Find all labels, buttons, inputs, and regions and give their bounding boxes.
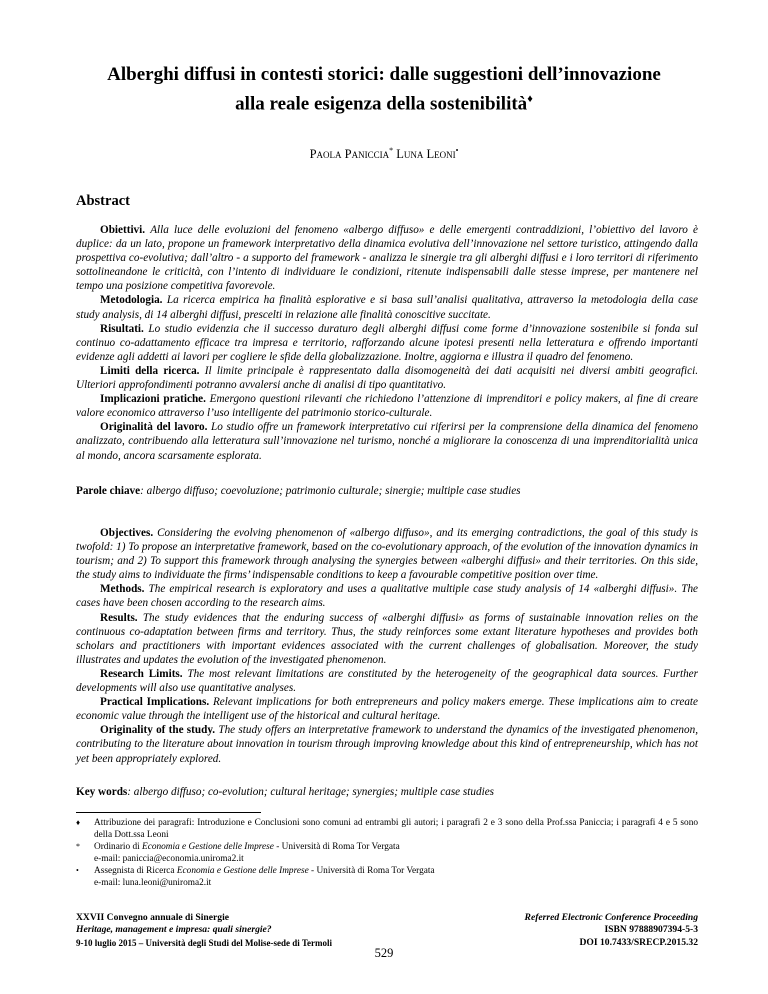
it-metodologia: Metodologia. La ricerca empirica ha finalità esplorative e si basa sull’analisi qualitativa, attraverso la metodologia della case study analysis, di 14 alberghi diffusi, prescelti in relazione alle finalità conoscitive succitate. bbox=[76, 294, 698, 321]
title-line-1: Alberghi diffusi in contesti storici: dalle suggestioni dell’innovazione bbox=[107, 64, 661, 85]
footnote-author-2: • Assegnista di Ricerca Economia e Gestione delle Imprese - Università di Roma Tor Vergata e-mail: luna.leoni@uniroma2.it bbox=[76, 866, 435, 888]
it-limiti: Limiti della ricerca. Il limite principale è rappresentato dalla disomogeneità dei dati acquisiti nei diversi ambiti geografici. Ulteriori approfondimenti potranno avvalersi anche di analisi di tipo quantitativo. bbox=[76, 364, 698, 392]
title-footnote-mark: ♦ bbox=[527, 93, 533, 105]
en-originality: Originality of the study. The study offers an interpretative framework to understand the dynamics of the investigated phenomenon, contributing to the literature about innovation in tourism through improving knowledge about this kind of entrepreneurship, which has not yet been appropriately explored. bbox=[76, 724, 698, 765]
proceeding-type: Referred Electronic Conference Proceeding bbox=[524, 912, 698, 923]
en-limits: Research Limits. The most relevant limitations are constituted by the heterogeneity of the geographical data sources. Further developments will also use quantitative analyses. bbox=[76, 667, 698, 695]
paper-title bbox=[60, 63, 708, 116]
en-results: Results. The study evidences that the enduring success of «alberghi diffusi» as forms of sustainable innovation relies on the continuous co-adaptation between firms and territory. Thus, the study reinforces some extant literature hypotheses and provides both scholars and practitioners with important evidences associated with the current challenges of globalisation. Moreover, the study illustrates and updates the evolution of the investigated phenomenon. bbox=[76, 611, 698, 666]
it-obiettivi: Obiettivi. Alla luce delle evoluzioni del fenomeno «albergo diffuso» e delle emergenti contraddizioni, l’obiettivo del lavoro è duplice: da un lato, propone un framework interpretativo della dinamica evolutiva dell’innovazione nel settore turistico, attingendo dalla prospettiva co-evolutiva; dall’altro - a supporto del framework - analizza le sinergie tra gli alberghi diffusi e i loro territori di riferimento sottolineandone le criticità, con l’intento di individuare le condizioni, ritenute indispensabili dalle stesse imprese, per mantenere nel tempo una posizione competitiva favorevole. bbox=[76, 224, 698, 293]
en-objectives: Objectives. Considering the evolving phenomenon of «albergo diffuso», and its emerging contradictions, the goal of this study is twofold: 1) To propose an interpretative framework, based on the co-evolutionary approach, of the evolution of the innovation dynamics in tourism; and 2) To support this framework through analysing the synergies between «alberghi diffusi» and their territories. On this side, the study aims to individuate the firms’ indispensable conditions to keep a favourable competitive position over time. bbox=[76, 527, 699, 582]
conference-name: XXVII Convegno annuale di Sinergie bbox=[76, 912, 229, 923]
authors-line bbox=[0, 146, 768, 162]
author-2: Luna Leoni bbox=[396, 147, 456, 162]
author-1-mark: * bbox=[389, 146, 394, 155]
doi: DOI 10.7433/SRECP.2015.32 bbox=[579, 936, 698, 948]
footer-left bbox=[76, 912, 332, 949]
conference-date-place: 9-10 luglio 2015 – Università degli Studi del Molise-sede di Termoli bbox=[76, 937, 333, 948]
it-risultati: Risultati. Lo studio evidenzia che il successo duraturo degli alberghi diffusi come forme d’innovazione sostenibile si fonda sul continuo co-adattamento efficace tra impresa e territorio, rafforzando alcune ipotesi presenti nella letteratura e offrendo importanti evidenze agli addetti ai lavori per cogliere le sfide della globalizzazione. Inoltre, aggiorna e illustra il quadro del fenomeno. bbox=[76, 322, 699, 363]
footnote-separator bbox=[76, 812, 261, 813]
footnote-attribution: ♦ Attribuzione dei paragrafi: Introduzione e Conclusioni sono comuni ad entrambi gli autori; i paragrafi 2 e 3 sono della Prof.ssa Paniccia; i paragrafi 4 e 5 sono della Dott.ssa Leoni bbox=[76, 818, 698, 840]
author-1: Paola Paniccia bbox=[309, 147, 390, 162]
abstract-english bbox=[76, 526, 698, 766]
title-line-2: alla reale esigenza della sostenibilità bbox=[235, 93, 528, 115]
footer-right bbox=[525, 912, 698, 949]
author-2-mark: • bbox=[455, 146, 459, 155]
isbn: ISBN 97888907394-5-3 bbox=[604, 924, 698, 936]
en-practical: Practical Implications. Relevant implications for both entrepreneurs and policy makers emerge. These implications aim to create economic value through the intelligent use of the historical and cultural heritage. bbox=[76, 696, 698, 723]
footnotes bbox=[76, 817, 698, 889]
abstract-italian bbox=[76, 223, 698, 463]
it-implicazioni: Implicazioni pratiche. Emergono questioni rilevanti che richiedono l’attenzione di imprenditori e policy makers, al fine di creare valore economico attraverso l’uso intelligente del patrimonio storico-culturale. bbox=[76, 393, 699, 420]
conference-theme: Heritage, management e impresa: quali sinergie? bbox=[76, 924, 272, 936]
en-methods: Methods. The empirical research is exploratory and uses a qualitative multiple case study analysis of 14 «alberghi diffusi». The cases have been chosen according to the research aims. bbox=[76, 583, 699, 610]
author-2-email[interactable]: e-mail: luna.leoni@uniroma2.it bbox=[94, 878, 212, 888]
keywords-italian: Parole chiave: albergo diffuso; coevoluzione; patrimonio culturale; sinergie; multiple case studies bbox=[76, 485, 521, 497]
page-number: 529 bbox=[374, 946, 394, 960]
keywords-english: Key words: albergo diffuso; co-evolution; cultural heritage; synergies; multiple case studies bbox=[76, 786, 495, 798]
footnote-author-1: * Ordinario di Economia e Gestione delle Imprese - Università di Roma Tor Vergata e-mail: paniccia@economia.uniroma2.it bbox=[76, 842, 400, 864]
abstract-heading: Abstract bbox=[76, 193, 130, 209]
author-1-email[interactable]: e-mail: paniccia@economia.uniroma2.it bbox=[94, 854, 244, 864]
it-originalita: Originalità del lavoro. Lo studio offre un framework interpretativo cui riferirsi per la comprensione della dinamica del fenomeno analizzato, contribuendo alla letteratura sull’innovazione nel turismo, nonché a migliorare la conoscenza di una imprenditorialità unica al mondo, ancora scarsamente esplorata. bbox=[76, 421, 699, 462]
